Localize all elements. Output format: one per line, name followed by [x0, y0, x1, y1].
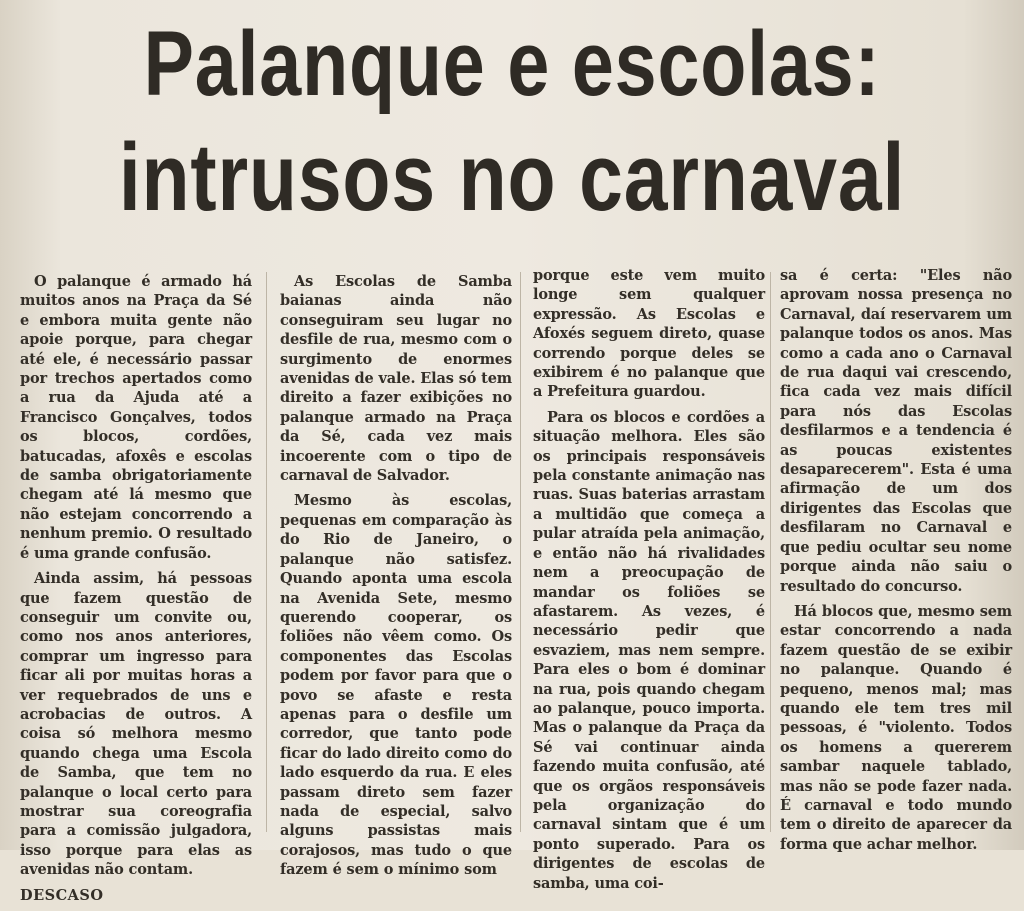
paragraph: porque este vem muito longe sem qualquer expressão. As Escolas e Afoxés seguem direto, quase correndo porque deles se exibirem é no palanque que a Prefeitura guardou.: [533, 267, 765, 401]
column-4: [780, 266, 1012, 860]
headline-line-1: Palanque e escolas:: [143, 13, 881, 115]
paragraph: sa é certa: "Eles não aprovam nossa presença no Carnaval, daí reservarem um palanque todos os anos. Mas como a cada ano o Carnaval de rua daqui vai crescendo, fica cada vez mais difícil para nós das Escolas desfilarmos e a tendencia é as poucas existentes desaparecerem". Esta é uma afirmação de um dos dirigentes das Escolas que desfilaram no Carnaval e que pediu ocultar seu nome porque ainda não saiu o resultado do concurso.: [780, 267, 1012, 595]
subheading: DESCASO: [20, 886, 104, 904]
paragraph: Mesmo às escolas, pequenas em comparação às do Rio de Janeiro, o palanque não satisfez. Quando aponta uma escola na Avenida Sete, mesmo querendo cooperar, os foliões não vêem como. Os componentes das Escolas podem por favor para que o povo se afaste e resta apenas para o desfile um corredor, que tanto pode ficar do lado direito como do lado esquerdo da rua. E eles passam direto sem fazer nada de especial, salvo alguns passistas mais corajosos, mas tudo o que fazem é sem o mínimo som: [280, 492, 512, 879]
column-1: [20, 272, 252, 911]
headline-line-2: intrusos no carnaval: [118, 124, 906, 231]
paragraph: Ainda assim, há pessoas que fazem questão de conseguir um convite ou, como nos anos anteriores, comprar um ingresso para ficar ali por muitas horas a ver requebrados de uns e acrobacias de outros. A coisa só melhora mesmo quando chega uma Escola de Samba, que tem no palanque o local certo para mostrar sua coreografia para a comissão julgadora, isso porque para elas as avenidas não contam.: [20, 570, 252, 879]
paragraph: Há blocos que, mesmo sem estar concorrendo a nada fazem questão de se exibir no palanque. Quando é pequeno, menos mal; mas quando ele tem tres mil pessoas, é "violento. Todos os homens a quererem sambar naquele tablado, mas não se pode fazer nada. É carnaval e todo mundo tem o direito de aparecer da forma que achar melhor.: [780, 602, 1012, 853]
column-3: [533, 266, 765, 899]
column-2: [280, 272, 512, 886]
paragraph: As Escolas de Samba baianas ainda não conseguiram seu lugar no desfile de rua, mesmo com o surgimento de enormes avenidas de vale. Elas só tem direito a fazer exibições no palanque armado na Praça da Sé, cada vez mais incoerente com o tipo de carnaval de Salvador.: [280, 273, 512, 485]
article-body: [0, 262, 1024, 904]
paragraph: Para os blocos e cordões a situação melhora. Eles são os principais responsáveis pela constante animação nas ruas. Suas baterias arrastam a multidão que começa a pular atraída pela animação, e então não há rivalidades nem a preocupação de mandar os foliões se afastarem. As vezes, é necessário pedir que esvaziem, mas nem sempre. Para eles o bom é dominar na rua, pois quando chegam ao palanque, pouco importa. Mas o palanque da Praça da Sé vai continuar ainda fazendo muita confusão, até que os orgãos responsáveis pela organização do carnaval sintam que é um ponto superado. Para os dirigentes de escolas de samba, uma coi-: [533, 408, 765, 892]
paragraph: O palanque é armado há muitos anos na Praça da Sé e embora muita gente não apoie porque, para chegar até ele, é necessário passar por trechos apertados como a rua da Ajuda até a Francisco Gonçalves, todos os blocos, cordões, batucadas, afoxês e escolas de samba obrigatoriamente chegam até lá mesmo que não estejam concorrendo a nenhum premio. O resultado é uma grande confusão.: [20, 273, 252, 562]
